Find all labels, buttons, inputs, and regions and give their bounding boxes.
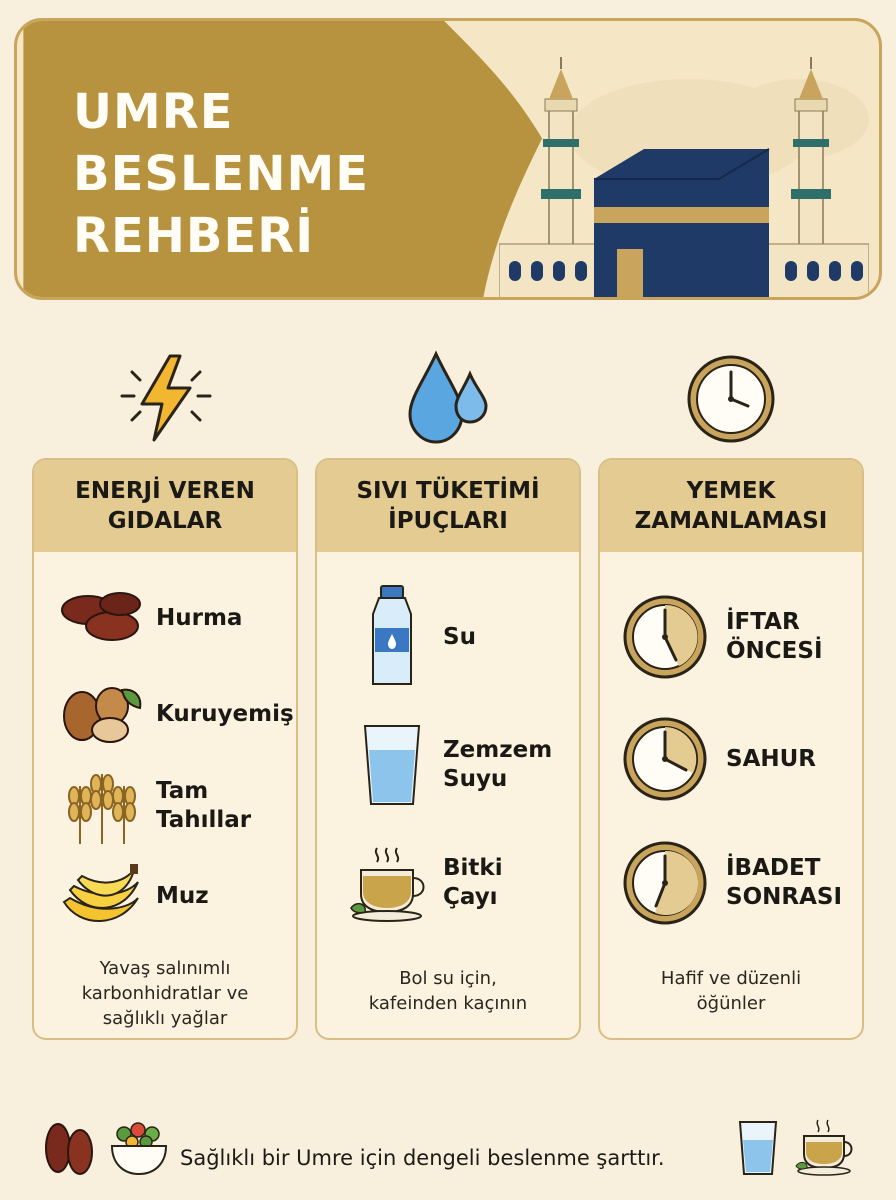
nuts-icon	[60, 682, 144, 746]
card-title: SIVI TÜKETİMİ İPUÇLARI	[317, 460, 579, 552]
herbal-tea-icon	[794, 1118, 858, 1176]
list-item: İFTAR ÖNCESİ	[622, 594, 823, 680]
wheat-icon	[60, 766, 144, 846]
card-title: YEMEK ZAMANLAMASI	[600, 460, 862, 552]
card-meal-timing	[598, 458, 864, 1040]
card-note: Bol su için, kafeinden kaçının	[368, 968, 528, 1014]
page-title: UMRE BESLENME REHBERİ	[73, 84, 370, 264]
card-note: Hafif ve düzenli öğünler	[660, 968, 802, 1014]
list-item: Muz	[60, 858, 209, 934]
water-drops-icon	[402, 346, 494, 446]
card-fluid-tips	[315, 458, 581, 1040]
list-item: İBADET SONRASI	[622, 840, 842, 926]
card-title: ENERJİ VEREN GIDALAR	[34, 460, 296, 552]
footer-message: Sağlıklı bir Umre için dengeli beslenme şarttır.	[180, 1146, 665, 1170]
header-banner	[14, 18, 882, 300]
card-note: Yavaş salınımlı karbonhidratlar ve sağlıklı yağlar	[81, 958, 249, 1029]
clock-icon	[622, 594, 708, 680]
list-item: Zemzem Suyu	[357, 722, 552, 808]
clock-icon	[622, 840, 708, 926]
list-item: SAHUR	[622, 716, 816, 802]
clock-icon	[686, 354, 776, 444]
list-item: Hurma	[60, 588, 242, 648]
lightning-bolt-icon	[118, 350, 214, 446]
clock-icon	[622, 716, 708, 802]
water-bottle-icon	[357, 584, 427, 690]
banana-icon	[60, 858, 144, 934]
kaaba-illustration	[499, 39, 869, 299]
water-glass-icon	[736, 1118, 780, 1178]
list-item: Su	[357, 584, 476, 690]
dates-icon	[60, 588, 144, 648]
list-item: Kuruyemiş	[60, 682, 294, 746]
list-item: Tam Tahıllar	[60, 766, 251, 846]
dates-icon	[40, 1120, 96, 1176]
salad-bowl-icon	[108, 1118, 170, 1178]
card-energy-foods	[32, 458, 298, 1040]
list-item: Bitki Çayı	[347, 844, 503, 922]
herbal-tea-icon	[347, 844, 433, 922]
water-glass-icon	[357, 722, 427, 808]
